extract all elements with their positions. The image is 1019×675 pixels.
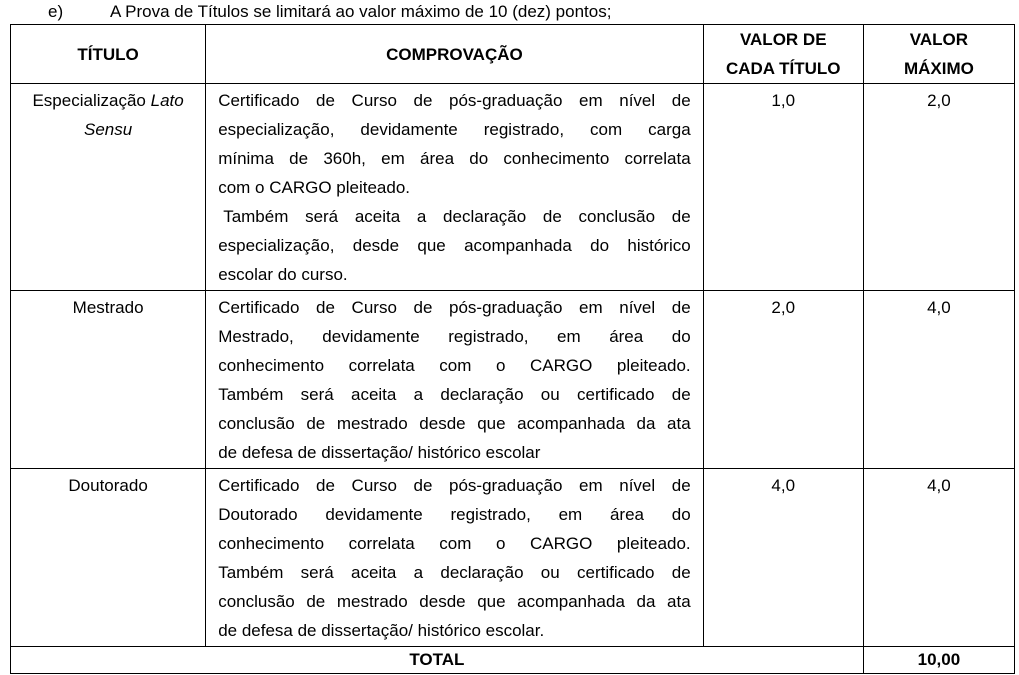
row-max-value: 4,0 <box>863 291 1014 469</box>
total-label: TOTAL <box>11 647 864 674</box>
intro-line <box>0 0 1019 24</box>
table-row <box>11 84 1015 291</box>
item-letter: e) <box>48 2 64 21</box>
header-proof: COMPROVAÇÃO <box>206 25 703 84</box>
table-row <box>11 291 1015 469</box>
total-row <box>11 647 1015 674</box>
row-title: Doutorado <box>11 469 206 647</box>
table-header-row <box>11 25 1015 84</box>
row-each-value: 1,0 <box>703 84 863 291</box>
row-each-value: 4,0 <box>703 469 863 647</box>
titles-table <box>10 24 1015 674</box>
row-max-value: 4,0 <box>863 469 1014 647</box>
intro-text: A Prova de Títulos se limitará ao valor máximo de 10 (dez) pontos; <box>110 2 612 21</box>
row-each-value: 2,0 <box>703 291 863 469</box>
header-title: TÍTULO <box>11 25 206 84</box>
row-proof: Certificado de Curso de pós-graduação em nível de especialização, devidamente registrado, com carga mínima de 360h, em área do conhecimento correlata com o CARGO pleiteado. Também será aceita a declaração de conclusão de especialização, desde que acompanhada do histórico escolar do curso. <box>206 84 703 291</box>
row-max-value: 2,0 <box>863 84 1014 291</box>
total-value: 10,00 <box>863 647 1014 674</box>
row-title: Especialização Lato Sensu <box>11 84 206 291</box>
row-title: Mestrado <box>11 291 206 469</box>
table-row <box>11 469 1015 647</box>
row-proof: Certificado de Curso de pós-graduação em nível de Mestrado, devidamente registrado, em área do conhecimento correlata com o CARGO pleiteado. Também será aceita a declaração ou certificado de conclusão de mestrado desde que acompanhada da ata de defesa de dissertação/ histórico escolar <box>206 291 703 469</box>
header-max: VALOR MÁXIMO <box>863 25 1014 84</box>
header-each: VALOR DE CADA TÍTULO <box>703 25 863 84</box>
row-proof: Certificado de Curso de pós-graduação em nível de Doutorado devidamente registrado, em área do conhecimento correlata com o CARGO pleiteado. Também será aceita a declaração ou certificado de conclusão de mestrado desde que acompanhada da ata de defesa de dissertação/ histórico escolar. <box>206 469 703 647</box>
